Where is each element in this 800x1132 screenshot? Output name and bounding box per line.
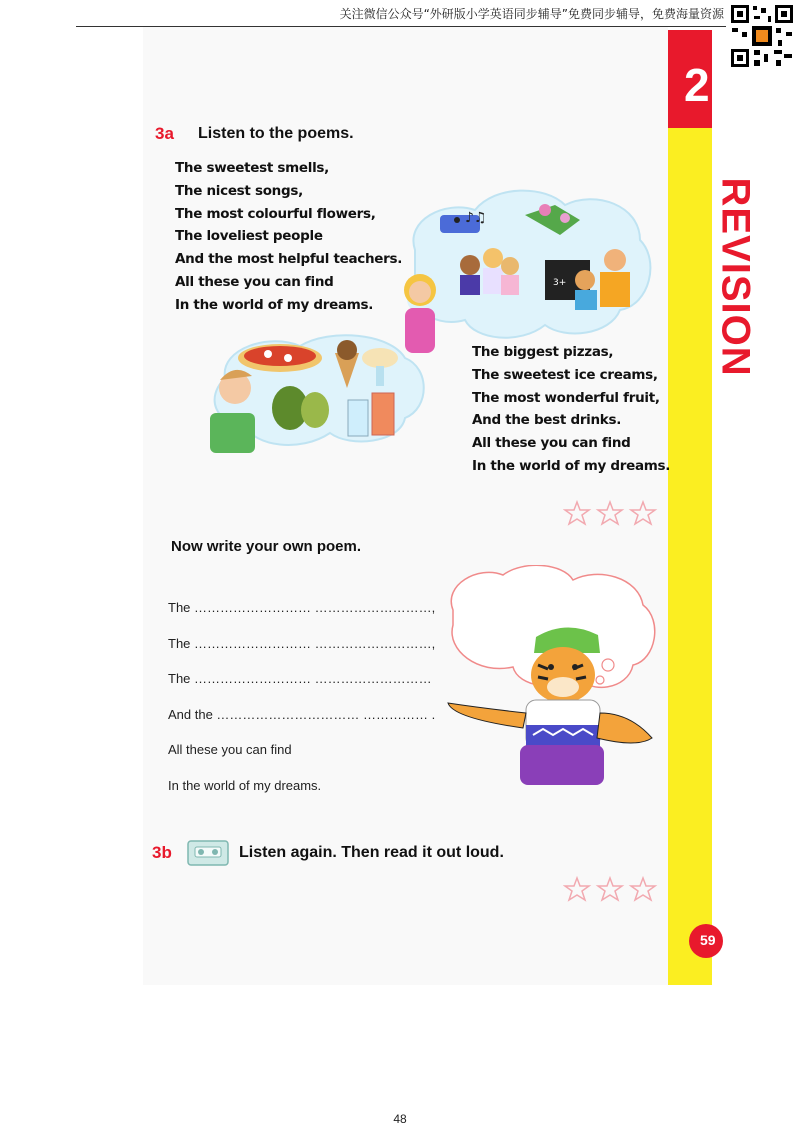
qr-code-icon bbox=[728, 2, 796, 70]
svg-text:♪♫: ♪♫ bbox=[465, 210, 487, 226]
revision-label: REVISION bbox=[713, 177, 758, 377]
food-cloud-illustration bbox=[200, 328, 430, 453]
poem-template bbox=[168, 590, 435, 803]
revision-band bbox=[668, 30, 712, 985]
write-line: All these you can find bbox=[168, 742, 292, 757]
unit-number: 2 bbox=[684, 59, 710, 111]
page-number: 48 bbox=[393, 1112, 407, 1126]
poem-line: The most colourful flowers, bbox=[175, 205, 376, 222]
promo-text: 关注微信公众号“外研版小学英语同步辅导”免费同步辅导，免费海量资源 bbox=[339, 7, 724, 21]
rating-stars-3b bbox=[563, 876, 663, 904]
poem-line: In the world of my dreams. bbox=[472, 457, 671, 474]
page-tab bbox=[689, 924, 723, 958]
poem-line: The biggest pizzas, bbox=[472, 344, 614, 360]
svg-text:3+: 3+ bbox=[553, 278, 567, 288]
poem-line: All these you can find bbox=[175, 273, 334, 290]
page-tab-number: 59 bbox=[700, 932, 716, 948]
section-3a-title: Listen to the poems. bbox=[198, 125, 354, 142]
write-poem-title: Now write your own poem. bbox=[171, 538, 362, 555]
write-line: In the world of my dreams. bbox=[168, 777, 322, 793]
poem-line: The sweetest smells, bbox=[175, 160, 329, 176]
poem-2 bbox=[472, 341, 670, 478]
rating-stars-3a bbox=[563, 500, 663, 528]
write-line[interactable]: The ……………………… ……………………… bbox=[168, 671, 432, 686]
poem-line: In the world of my dreams. bbox=[175, 296, 374, 313]
poem-1 bbox=[175, 157, 402, 317]
poem-line: And the most helpful teachers. bbox=[175, 251, 403, 268]
write-line[interactable]: The ……………………… ………………………, bbox=[168, 600, 436, 615]
write-line[interactable]: And the …………………………… …………… . bbox=[168, 706, 436, 722]
section-3b-title: Listen again. Then read it out loud. bbox=[239, 844, 504, 861]
poem-line: The loveliest people bbox=[175, 228, 323, 245]
cassette-icon bbox=[186, 838, 232, 868]
write-line[interactable]: The ……………………… ………………………, bbox=[168, 635, 436, 651]
tiger-thinking-illustration bbox=[438, 565, 663, 795]
section-3b-number: 3b bbox=[152, 843, 172, 862]
poem-line: The most wonderful fruit, bbox=[472, 389, 660, 406]
poem-line: And the best drinks. bbox=[472, 412, 622, 429]
section-3a-number: 3a bbox=[155, 124, 174, 143]
poem-line: The sweetest ice creams, bbox=[472, 366, 658, 383]
top-banner bbox=[76, 0, 726, 27]
poem-line: All these you can find bbox=[472, 435, 631, 452]
poem-line: The nicest songs, bbox=[175, 182, 303, 199]
